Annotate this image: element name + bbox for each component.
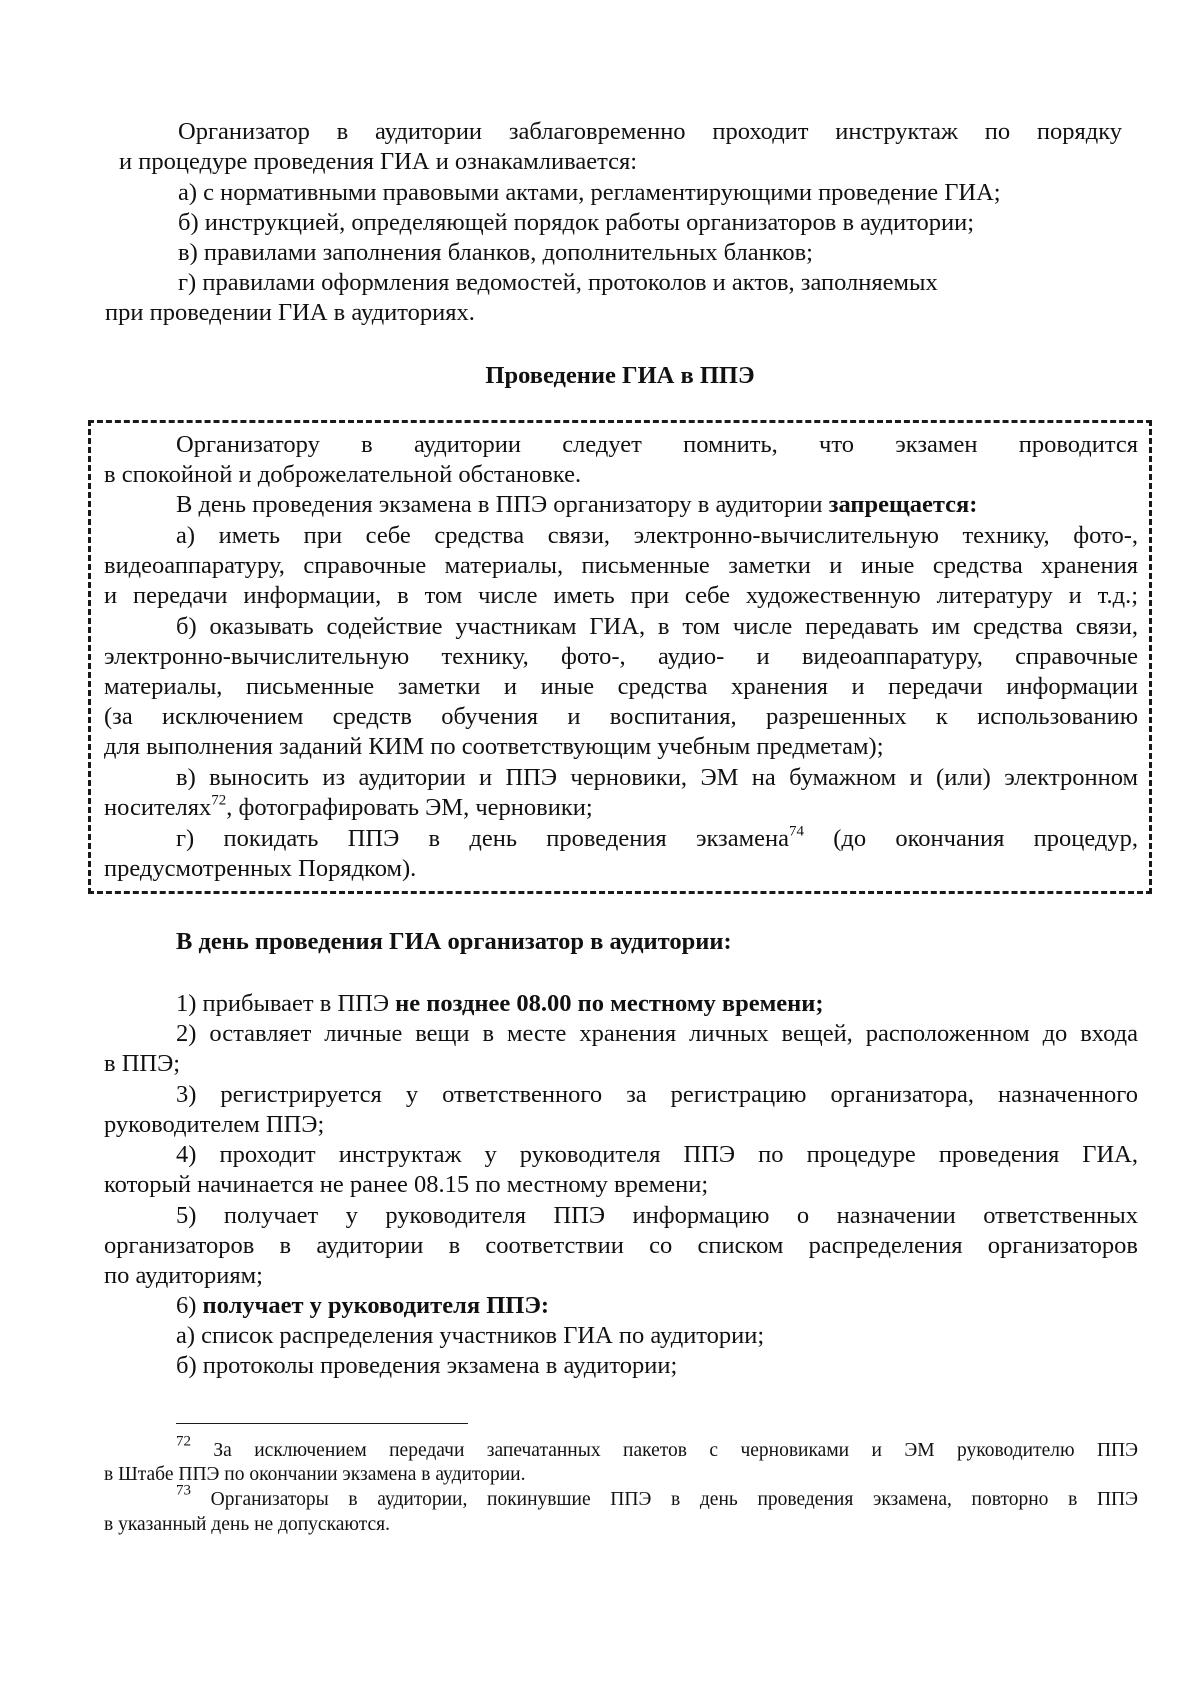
footnote-ref-72: 72 xyxy=(211,792,227,809)
notice-line-1: Организатору в аудитории следует помнить, что экзамен проводится xyxy=(176,431,1138,458)
section-title: Проведение ГИА в ППЭ xyxy=(485,362,755,389)
notice-item-v-2-word: носителях xyxy=(104,794,212,821)
footnote-separator xyxy=(176,1423,468,1424)
intro-item-c: в) правилами заполнения бланков, дополнительных бланков; xyxy=(178,239,813,266)
notice-item-g-2: предусмотренных Порядком). xyxy=(104,855,417,882)
step-6 xyxy=(176,1291,549,1321)
footnote-72-line-2: в Штабе ППЭ по окончании экзамена в аудитории. xyxy=(104,1464,526,1485)
notice-item-g-1-text: г) покидать ППЭ в день проведения экзамена xyxy=(176,825,789,852)
notice-item-b-2: электронно-вычислительную технику, фото-, аудио- и видеоаппаратуру, справочные xyxy=(104,643,1138,670)
notice-item-a-2: видеоаппаратуру, справочные материалы, письменные заметки и иные средства хранения xyxy=(104,552,1138,579)
intro-line-2: и процедуре проведения ГИА и ознакамливается: xyxy=(119,148,638,175)
notice-item-g-1-rest: (до окончания процедур, xyxy=(803,825,1138,852)
notice-item-v-2 xyxy=(104,793,593,823)
step-6-item-b: б) протоколы проведения экзамена в аудитории; xyxy=(176,1352,678,1379)
day-title: В день проведения ГИА организатор в аудитории: xyxy=(176,928,732,955)
step-5-line-3: по аудиториям; xyxy=(104,1262,263,1289)
step-2-line-1: 2) оставляет личные вещи в месте хранения личных вещей, расположенном до входа xyxy=(176,1020,1138,1047)
notice-prohibited xyxy=(176,490,977,520)
step-6-bold: получает у руководителя ППЭ: xyxy=(202,1292,550,1319)
footnote-73-line-2: в указанный день не допускаются. xyxy=(104,1514,390,1535)
step-5-line-1: 5) получает у руководителя ППЭ информацию о назначении ответственных xyxy=(176,1202,1138,1229)
notice-line-2: в спокойной и доброжелательной обстановке. xyxy=(104,461,582,488)
footnote-73-line-1 xyxy=(176,1482,1138,1512)
footnote-ref-74: 74 xyxy=(788,823,804,840)
intro-line-1: Организатор в аудитории заблаговременно проходит инструктаж по порядку xyxy=(178,118,1122,145)
intro-item-d-2: при проведении ГИА в аудиториях. xyxy=(105,299,475,326)
notice-item-a-3: и передачи информации, в том числе иметь при себе художественную литературу и т.д.; xyxy=(104,582,1138,609)
footnote-73-text: Организаторы в аудитории, покинувшие ППЭ в день проведения экзамена, повторно в ППЭ xyxy=(191,1489,1138,1510)
footnote-73-number: 73 xyxy=(176,1482,191,1499)
notice-prohibited-word: запрещается: xyxy=(828,491,978,518)
notice-item-b-3: материалы, письменные заметки и иные средства хранения и передачи информации xyxy=(104,673,1138,700)
notice-item-v-2-rest: , фотографировать ЭМ, черновики; xyxy=(226,794,593,821)
notice-item-b-5: для выполнения заданий КИМ по соответствующим учебным предметам); xyxy=(104,733,884,760)
step-6-item-a: а) список распределения участников ГИА по аудитории; xyxy=(176,1322,765,1349)
step-3-line-1: 3) регистрируется у ответственного за регистрацию организатора, назначенного xyxy=(176,1081,1138,1108)
footnote-72-number: 72 xyxy=(176,1433,191,1450)
notice-prohibited-text: В день проведения экзамена в ППЭ организатору в аудитории xyxy=(176,491,823,518)
footnote-72-text: За исключением передачи запечатанных пакетов с черновиками и ЭМ руководителю ППЭ xyxy=(191,1440,1138,1461)
intro-item-d-1: г) правилами оформления ведомостей, протоколов и актов, заполняемых xyxy=(178,269,938,296)
intro-item-a: а) с нормативными правовыми актами, регламентирующими проведение ГИА; xyxy=(178,179,1001,206)
step-1 xyxy=(176,989,824,1019)
notice-item-g-1 xyxy=(176,824,1138,854)
step-6-num: 6) xyxy=(176,1292,203,1319)
footnote-72-line-1 xyxy=(176,1433,1138,1463)
step-5-line-2: организаторов в аудитории в соответствии со списком распределения организаторов xyxy=(104,1232,1138,1259)
step-4-line-1: 4) проходит инструктаж у руководителя ППЭ по процедуре проведения ГИА, xyxy=(176,1141,1138,1168)
notice-item-v-1: в) выносить из аудитории и ППЭ черновики, ЭМ на бумажном и (или) электронном xyxy=(176,764,1138,791)
step-1-text: 1) прибывает в ППЭ xyxy=(176,990,396,1017)
notice-item-b-1: б) оказывать содействие участникам ГИА, в том числе передавать им средства связи, xyxy=(176,613,1138,640)
step-1-bold: не позднее 08.00 по местному времени; xyxy=(395,990,824,1017)
step-2-line-2: в ППЭ; xyxy=(104,1050,181,1077)
notice-item-a-1: а) иметь при себе средства связи, электронно-вычислительную технику, фото-, xyxy=(176,522,1138,549)
intro-item-b: б) инструкцией, определяющей порядок работы организаторов в аудитории; xyxy=(178,209,975,236)
notice-item-b-4: (за исключением средств обучения и воспитания, разрешенных к использованию xyxy=(104,703,1138,730)
step-4-line-2: который начинается не ранее 08.15 по местному времени; xyxy=(104,1171,709,1198)
step-3-line-2: руководителем ППЭ; xyxy=(104,1111,325,1138)
